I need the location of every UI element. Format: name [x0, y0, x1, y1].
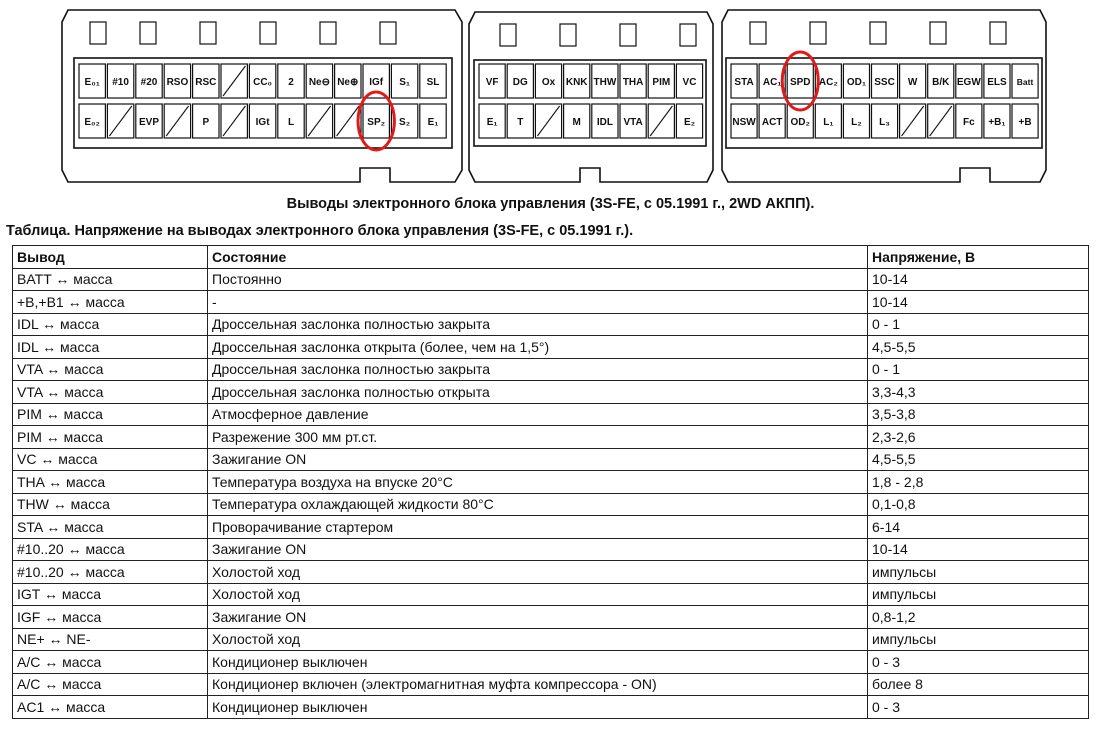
cell-pin: +B,+B1 ↔ масса: [13, 291, 208, 314]
table-body: [13, 268, 1089, 718]
table-row: [13, 538, 1089, 561]
pin-label: VF: [485, 77, 499, 88]
pin-label: PIM: [652, 77, 671, 88]
cell-voltage: импульсы: [868, 583, 1089, 606]
table-row: [13, 313, 1089, 336]
cell-condition: Зажигание ON: [208, 448, 868, 471]
pin-label: RSO: [166, 77, 189, 88]
cell-voltage: 10-14: [868, 268, 1089, 291]
table-row: [13, 358, 1089, 381]
cell-voltage: 3,5-3,8: [868, 403, 1089, 426]
cell-pin: THA ↔ масса: [13, 471, 208, 494]
pin-label: #20: [140, 77, 158, 88]
pin-label: S₂: [399, 117, 411, 128]
pin-label: M: [572, 117, 581, 128]
cell-condition: Кондиционер выключен: [208, 651, 868, 674]
cell-voltage: 6-14: [868, 516, 1089, 539]
pin-label: L₂: [851, 117, 862, 128]
cell-pin: PIM ↔ масса: [13, 426, 208, 449]
voltage-table: [12, 245, 1089, 719]
pin-label: T: [517, 117, 524, 128]
cell-condition: Зажигание ON: [208, 538, 868, 561]
cell-voltage: 4,5-5,5: [868, 336, 1089, 359]
pin-label: KNK: [565, 77, 588, 88]
cell-pin: IGT ↔ масса: [13, 583, 208, 606]
cell-pin: BATT ↔ масса: [13, 268, 208, 291]
cell-voltage: 0,1-0,8: [868, 493, 1089, 516]
cell-condition: -: [208, 291, 868, 314]
table-row: [13, 426, 1089, 449]
pin-label: VTA: [623, 117, 643, 128]
pin-label: OD₁: [846, 77, 867, 88]
cell-voltage: 0 - 3: [868, 696, 1089, 719]
cell-voltage: 10-14: [868, 538, 1089, 561]
cell-condition: Холостой ход: [208, 583, 868, 606]
cell-condition: Проворачивание стартером: [208, 516, 868, 539]
header-pin: Вывод: [13, 246, 208, 269]
pin-label: W: [907, 77, 918, 88]
cell-condition: Температура воздуха на впуске 20°C: [208, 471, 868, 494]
pin-label: SP₂: [367, 117, 386, 128]
pin-label: IDL: [596, 117, 613, 128]
pin-label: OD₂: [790, 117, 810, 128]
table-row: [13, 673, 1089, 696]
cell-voltage: 0,8-1,2: [868, 606, 1089, 629]
cell-pin: NE+ ↔ NE-: [13, 628, 208, 651]
header-condition: Состояние: [208, 246, 868, 269]
pin-label: +B₁: [988, 117, 1006, 128]
cell-pin: VC ↔ масса: [13, 448, 208, 471]
connector-pins: [79, 64, 1038, 138]
cell-voltage: более 8: [868, 673, 1089, 696]
pin-label: L₁: [823, 117, 834, 128]
cell-condition: Кондиционер включен (электромагнитная муфта компрессора - ON): [208, 673, 868, 696]
cell-condition: Разрежение 300 мм рт.ст.: [208, 426, 868, 449]
pin-label: THW: [593, 77, 617, 88]
table-row: [13, 448, 1089, 471]
cell-voltage: 2,3-2,6: [868, 426, 1089, 449]
pin-label: +B: [1018, 117, 1032, 128]
pin-label: E₁: [427, 117, 439, 128]
cell-voltage: импульсы: [868, 561, 1089, 584]
cell-voltage: 0 - 1: [868, 358, 1089, 381]
cell-pin: VTA ↔ масса: [13, 381, 208, 404]
table-title: Таблица. Напряжение на выводах электронного блока управления (3S-FE, с 05.1991 г.).: [6, 223, 634, 239]
pin-label: ELS: [987, 77, 1007, 88]
table-row: [13, 561, 1089, 584]
cell-condition: Холостой ход: [208, 561, 868, 584]
pin-label: SSC: [874, 77, 895, 88]
pin-label: NSW: [732, 117, 756, 128]
table-row: [13, 628, 1089, 651]
table-row: [13, 381, 1089, 404]
diagram-caption: Выводы электронного блока управления (3S-FE, с 05.1991 г., 2WD АКПП).: [286, 196, 815, 212]
cell-voltage: 0 - 1: [868, 313, 1089, 336]
pin-label: 2: [288, 77, 294, 88]
cell-condition: Дроссельная заслонка полностью закрыта: [208, 358, 868, 381]
pin-label: RSC: [195, 77, 217, 88]
cell-condition: Атмосферное давление: [208, 403, 868, 426]
cell-condition: Кондиционер выключен: [208, 696, 868, 719]
cell-voltage: 1,8 - 2,8: [868, 471, 1089, 494]
table-row: [13, 651, 1089, 674]
pin-label: Ne⊕: [337, 77, 359, 88]
pin-label: E₁: [486, 117, 498, 128]
connector-tabs: [90, 22, 1006, 46]
pin-label: E₀₁: [84, 77, 100, 88]
pin-label: E₀₂: [84, 117, 101, 128]
table-row: [13, 403, 1089, 426]
pin-label: SL: [426, 77, 440, 88]
table-row: [13, 336, 1089, 359]
table-header-row: [13, 246, 1089, 269]
cell-condition: Дроссельная заслонка полностью закрыта: [208, 313, 868, 336]
cell-pin: A/C ↔ масса: [13, 673, 208, 696]
pin-label: L: [287, 117, 295, 128]
cell-condition: Температура охлаждающей жидкости 80°C: [208, 493, 868, 516]
table-row: [13, 516, 1089, 539]
cell-condition: Дроссельная заслонка открыта (более, чем на 1,5°): [208, 336, 868, 359]
pin-label: Ne⊖: [308, 77, 330, 88]
cell-pin: AC1 ↔ масса: [13, 696, 208, 719]
cell-pin: PIM ↔ масса: [13, 403, 208, 426]
pin-label: VC: [682, 77, 697, 88]
ecu-connector-diagram: [0, 0, 1101, 195]
table-row: [13, 583, 1089, 606]
pin-label: Fc: [963, 117, 975, 128]
cell-voltage: 4,5-5,5: [868, 448, 1089, 471]
pin-label: Ox: [541, 77, 556, 88]
cell-pin: IDL ↔ масса: [13, 313, 208, 336]
cell-voltage: 3,3-4,3: [868, 381, 1089, 404]
table-row: [13, 471, 1089, 494]
pin-label: AC₂: [818, 77, 838, 88]
pin-label: #10: [112, 77, 129, 88]
pin-label: DG: [512, 77, 528, 88]
cell-pin: THW ↔ масса: [13, 493, 208, 516]
cell-pin: IDL ↔ масса: [13, 336, 208, 359]
cell-condition: Постоянно: [208, 268, 868, 291]
pin-label: IGf: [369, 77, 384, 88]
table-row: [13, 493, 1089, 516]
pin-label: L₃: [879, 117, 890, 128]
cell-condition: Зажигание ON: [208, 606, 868, 629]
cell-voltage: 10-14: [868, 291, 1089, 314]
table-row: [13, 696, 1089, 719]
pin-label: Batt: [1016, 77, 1034, 87]
cell-voltage: 0 - 3: [868, 651, 1089, 674]
cell-voltage: импульсы: [868, 628, 1089, 651]
cell-pin: STA ↔ масса: [13, 516, 208, 539]
pin-label: STA: [734, 77, 754, 88]
cell-pin: #10..20 ↔ масса: [13, 561, 208, 584]
header-voltage: Напряжение, В: [868, 246, 1089, 269]
pin-label: B/K: [932, 77, 950, 88]
pin-label: CC₀: [253, 77, 273, 88]
pin-label: ACT: [761, 117, 783, 128]
pin-label: THA: [622, 77, 644, 88]
pin-label: S₁: [399, 77, 411, 88]
cell-pin: VTA ↔ масса: [13, 358, 208, 381]
pin-label: IGt: [255, 117, 270, 128]
table-row: [13, 606, 1089, 629]
table-row: [13, 268, 1089, 291]
pin-label: AC₁: [762, 77, 782, 88]
pin-label: EGW: [956, 77, 981, 88]
pin-label: SPD: [789, 77, 811, 88]
cell-condition: Холостой ход: [208, 628, 868, 651]
pin-label: P: [202, 117, 210, 128]
pin-label: E₂: [683, 117, 696, 128]
table-row: [13, 291, 1089, 314]
cell-pin: #10..20 ↔ масса: [13, 538, 208, 561]
pin-label: EVP: [138, 117, 160, 128]
cell-pin: IGF ↔ масса: [13, 606, 208, 629]
cell-pin: A/C ↔ масса: [13, 651, 208, 674]
cell-condition: Дроссельная заслонка полностью открыта: [208, 381, 868, 404]
